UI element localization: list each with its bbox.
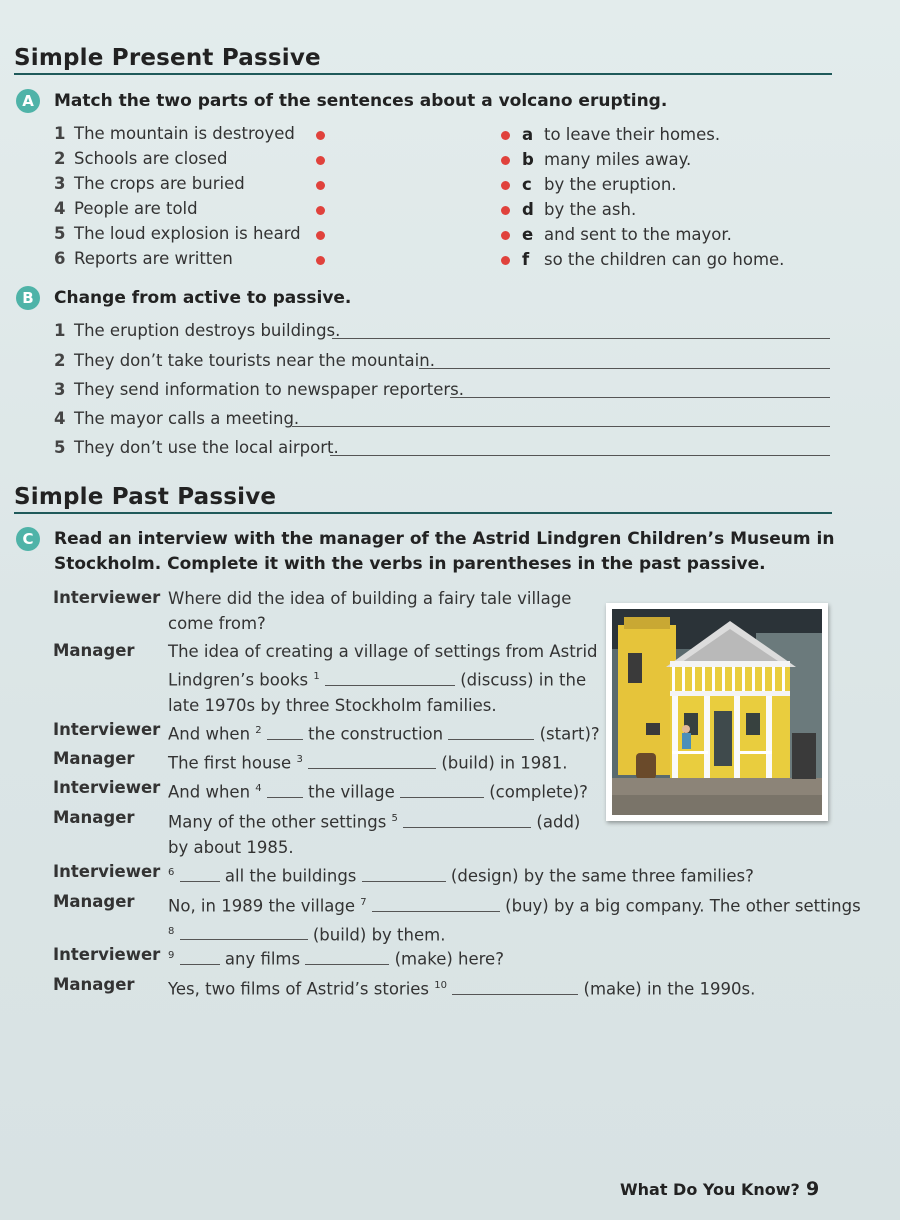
match-left-dot[interactable] [316,131,325,140]
museum-house-photo [606,603,828,821]
match-right-item: d by the ash. [522,200,637,219]
section-rule [14,512,832,514]
match-left-item: 3 The crops are buried [54,174,245,193]
answer-blank[interactable] [267,783,303,798]
match-left-dot[interactable] [316,231,325,240]
match-right-dot[interactable] [501,131,510,140]
match-right-item: e and sent to the mayor. [522,225,732,244]
active-sentence: 1 The eruption destroys buildings. [54,321,341,340]
answer-line[interactable] [332,338,830,339]
answer-blank[interactable] [452,980,578,995]
dialogue-line: $^9$ any films (make) here? [168,949,504,969]
answer-line[interactable] [292,426,830,427]
answer-blank[interactable] [400,783,484,798]
answer-blank[interactable] [180,950,220,965]
match-left-dot[interactable] [316,206,325,215]
match-right-dot[interactable] [501,231,510,240]
exercise-badge-b: B [16,286,40,310]
answer-line[interactable] [330,455,830,456]
page-number: 9 [806,1178,820,1200]
match-right-dot[interactable] [501,256,510,265]
match-right-dot[interactable] [501,206,510,215]
answer-blank[interactable] [403,813,531,828]
match-left-dot[interactable] [316,256,325,265]
match-right-item: c by the eruption. [522,175,677,194]
dialogue-line: The first house $^3$ (build) in 1981. [168,753,568,773]
match-right-item: b many miles away. [522,150,692,169]
match-right-dot[interactable] [501,156,510,165]
speaker-label: Manager [53,641,135,660]
yellow-house-image [606,603,828,821]
speaker-label: Interviewer [53,588,161,607]
exercise-a-instruction: Match the two parts of the sentences about a volcano erupting. [54,91,668,111]
match-left-item: 4 People are told [54,199,198,218]
answer-line[interactable] [450,397,830,398]
section-rule [14,73,832,75]
dialogue-line: No, in 1989 the village $^7$ (buy) by a big company. The other settings $^8$ (build) by them. [168,896,861,944]
footer-title: What Do You Know? [620,1180,800,1199]
exercise-badge-a: A [16,89,40,113]
section-title-past-passive: Simple Past Passive [14,484,277,510]
speaker-label: Interviewer [53,720,161,739]
answer-blank[interactable] [308,754,436,769]
exercise-b-instruction: Change from active to passive. [54,288,352,308]
match-left-item: 2 Schools are closed [54,149,228,168]
dialogue-line: The idea of creating a village of settings from Astrid Lindgren’s books $^1$ (discuss) in the late 1970s by three Stockholm families. [168,642,598,715]
speaker-label: Interviewer [53,778,161,797]
answer-blank[interactable] [267,725,303,740]
dialogue-line: Many of the other settings $^5$ (add) by about 1985. [168,812,581,857]
active-sentence: 4 The mayor calls a meeting. [54,409,300,428]
dialogue-line: And when $^4$ the village (complete)? [168,782,588,802]
answer-blank[interactable] [305,950,389,965]
match-right-item: f so the children can go home. [522,250,785,269]
section-title-present-passive: Simple Present Passive [14,45,321,71]
speaker-label: Manager [53,808,135,827]
answer-blank[interactable] [325,671,455,686]
active-sentence: 5 They don’t use the local airport. [54,438,339,457]
speaker-label: Manager [53,892,135,911]
speaker-label: Interviewer [53,862,161,881]
match-left-dot[interactable] [316,181,325,190]
exercise-c-instruction: Read an interview with the manager of the Astrid Lindgren Children’s Museum in Stockholm. Complete it with the verbs in parentheses in the past passive. [54,529,835,574]
answer-blank[interactable] [448,725,534,740]
dialogue-line: Yes, two films of Astrid’s stories $^{10}$ (make) in the 1990s. [168,979,756,999]
speaker-label: Manager [53,975,135,994]
exercise-badge-c: C [16,527,40,551]
dialogue-line: $^6$ all the buildings (design) by the same three families? [168,866,754,886]
answer-line[interactable] [419,368,830,369]
dialogue-line: Where did the idea of building a fairy tale village come from? [168,589,572,633]
match-left-item: 5 The loud explosion is heard [54,224,301,243]
active-sentence: 3 They send information to newspaper reporters. [54,380,465,399]
answer-blank[interactable] [372,897,500,912]
answer-blank[interactable] [180,867,220,882]
match-right-dot[interactable] [501,181,510,190]
dialogue-line: And when $^2$ the construction (start)? [168,724,600,744]
active-sentence: 2 They don’t take tourists near the mountain. [54,351,435,370]
answer-blank[interactable] [180,925,308,940]
match-left-item: 1 The mountain is destroyed [54,124,295,143]
answer-blank[interactable] [362,867,446,882]
match-left-dot[interactable] [316,156,325,165]
speaker-label: Manager [53,749,135,768]
match-left-item: 6 Reports are written [54,249,233,268]
speaker-label: Interviewer [53,945,161,964]
match-right-item: a to leave their homes. [522,125,721,144]
